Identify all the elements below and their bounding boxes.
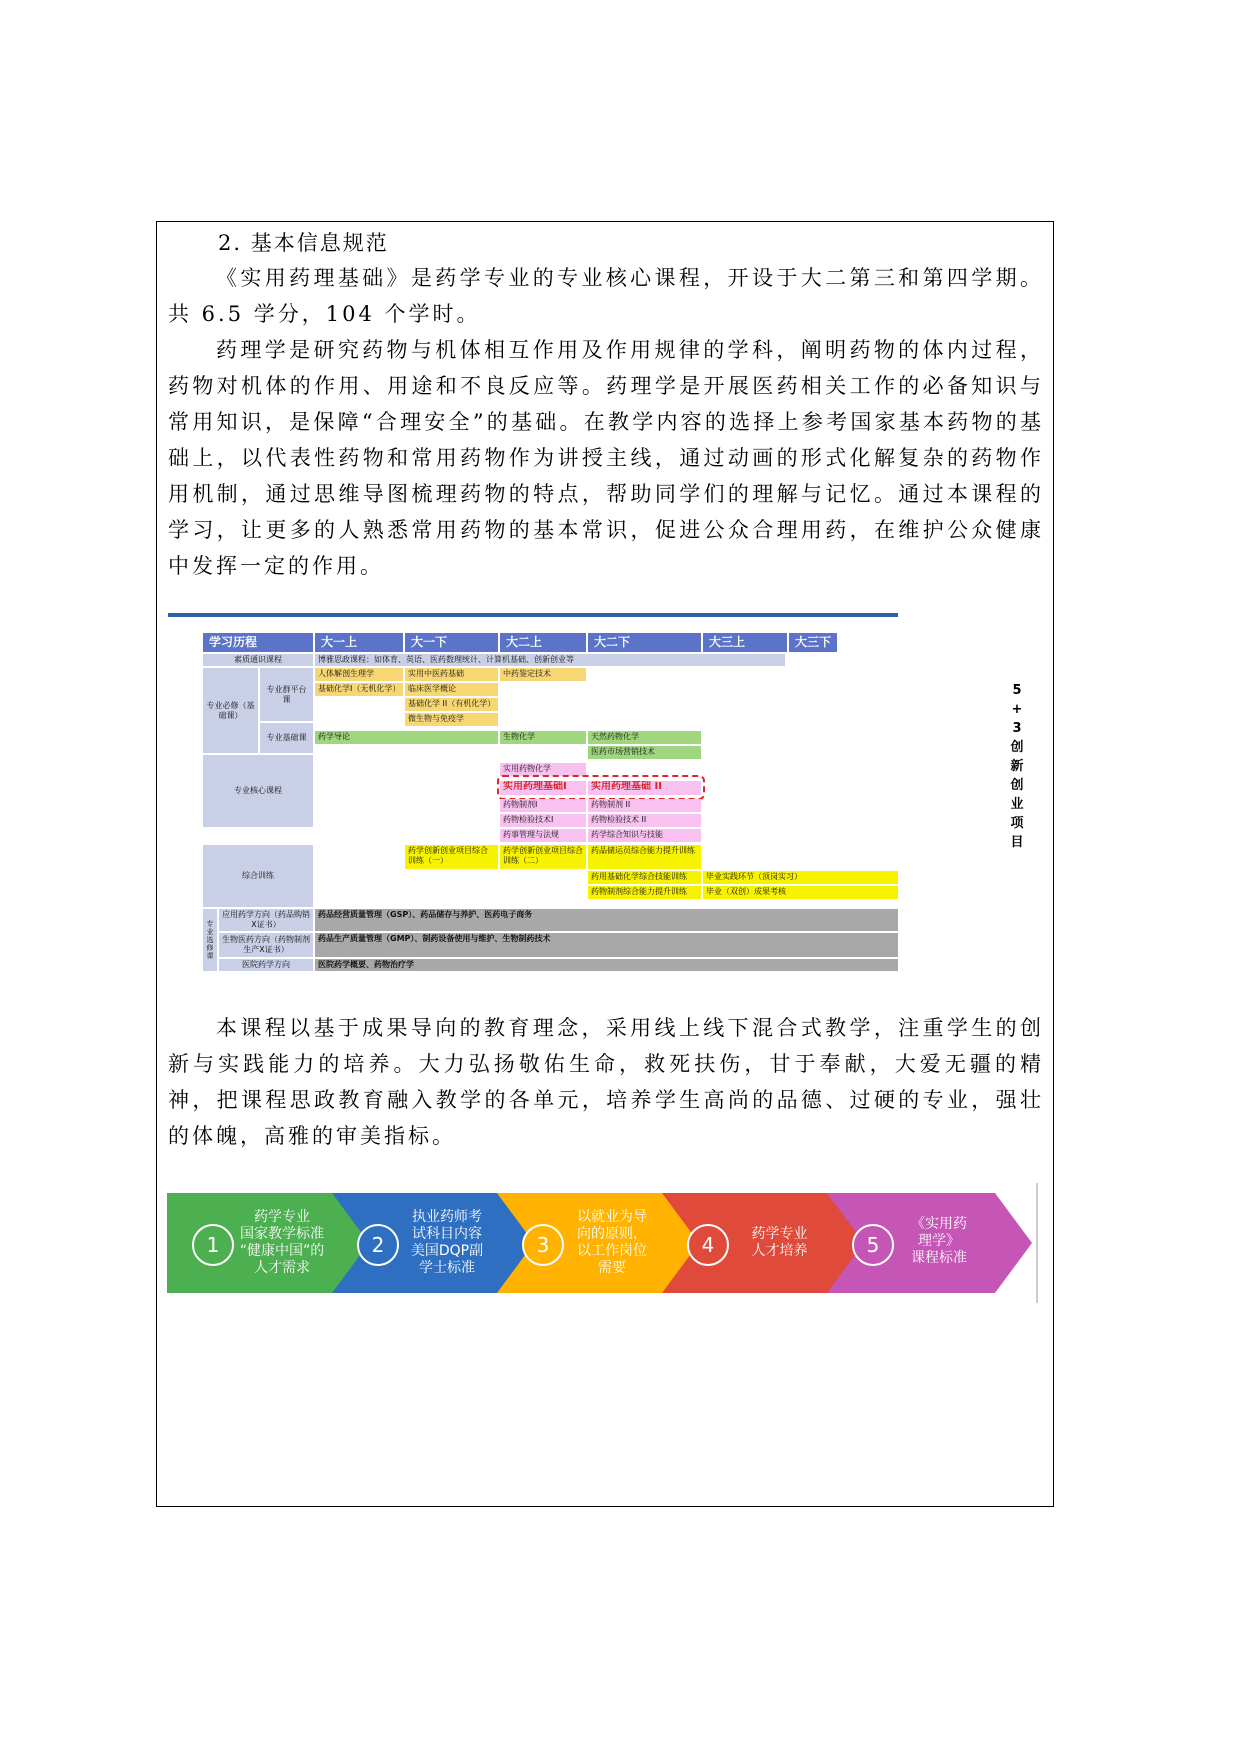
side-note xyxy=(1006,681,1028,852)
side-note-char: 创 xyxy=(1010,778,1024,793)
course-cell: 中药鉴定技术 xyxy=(500,668,586,681)
stage-number: 1 xyxy=(192,1224,234,1266)
course-cell: 药物检验技术I xyxy=(500,814,586,827)
elective-direction: 应用药学方向（药品购销X证书） xyxy=(219,909,313,931)
side-note-char: 项 xyxy=(1010,816,1024,831)
term-header: 大三上 xyxy=(703,633,787,652)
stage-number: 5 xyxy=(852,1224,894,1266)
course-cell: 药学创新创业项目综合训练（一） xyxy=(405,845,498,869)
intro-paragraph xyxy=(168,260,1044,332)
elective-direction: 生物医药方向（药物制剂生产X证书） xyxy=(219,933,313,957)
elective-courses: 药品经营质量管理（GSP）、药品储存与养护、医药电子商务 xyxy=(315,909,898,931)
term-header: 大二下 xyxy=(588,633,701,652)
general-label: 素质通识课程 xyxy=(203,654,313,666)
stage-text: 药学专业 人才培养 xyxy=(751,1226,808,1259)
intro-text: 《实用药理基础》是药学专业的专业核心课程，开设于大二第三和第四学期。共 6.5 学分，104 个学时。 xyxy=(168,266,1044,326)
side-note-char: 创 xyxy=(1010,740,1024,755)
stage-number: 3 xyxy=(522,1224,564,1266)
stage-text: 《实用药 理学》 课程标准 xyxy=(911,1216,967,1266)
course-cell: 微生物与免疫学 xyxy=(405,713,498,726)
term-header: 大一下 xyxy=(405,633,498,652)
highlight-dashed-box xyxy=(497,775,705,800)
stage-number: 2 xyxy=(357,1224,399,1266)
stage-text: 执业药师考 试科目内容 美国DQP副 学士标准 xyxy=(410,1209,484,1276)
course-cell: 药事管理与法规 xyxy=(500,829,586,842)
course-cell: 生物化学 xyxy=(500,731,586,744)
course-cell: 基础化学I（无机化学） xyxy=(315,683,403,696)
elective-label: 专业选修课 xyxy=(203,909,217,971)
side-note-char: 目 xyxy=(1010,835,1024,850)
philosophy-paragraph xyxy=(168,1010,1044,1154)
required-label: 专业必修（基础课） xyxy=(203,668,258,753)
course-cell: 药物制剂I xyxy=(500,799,586,812)
chart-top-rule xyxy=(168,613,898,617)
side-note-char: 3 xyxy=(1012,721,1022,736)
course-cell: 临床医学概论 xyxy=(405,683,498,696)
course-cell: 药物制剂 II xyxy=(588,799,701,812)
side-note-char: 新 xyxy=(1010,759,1024,774)
course-cell: 药学综合知识与技能 xyxy=(588,829,701,842)
foundation-label: 专业基础课 xyxy=(260,723,313,753)
term-header: 大三下 xyxy=(789,633,837,652)
training-label: 综合训练 xyxy=(203,845,313,907)
course-cell: 药物制剂综合能力提升训练 xyxy=(588,886,701,899)
section-heading: 2. 基本信息规范 xyxy=(218,231,389,255)
term-header: 大二上 xyxy=(500,633,586,652)
course-cell: 药学创新创业项目综合训练（二） xyxy=(500,845,586,869)
course-cell: 医药市场营销技术 xyxy=(588,746,701,759)
elective-courses: 药品生产质量管理（GMP）、制药设备使用与维护、生物制药技术 xyxy=(315,933,898,957)
side-note-char: + xyxy=(1011,702,1023,717)
course-cell: 基础化学 II（有机化学） xyxy=(405,698,498,711)
course-cell-highlight: 实用药理基础 II xyxy=(588,781,701,795)
curriculum-chart xyxy=(168,613,1024,975)
course-cell: 人体解剖生理学 xyxy=(315,668,403,681)
chart-corner: 学习历程 xyxy=(203,633,313,652)
course-cell-highlight: 实用药理基础I xyxy=(500,781,586,795)
side-note-char: 业 xyxy=(1010,797,1024,812)
side-note-char: 5 xyxy=(1012,683,1022,698)
course-cell: 药品储运员综合能力提升训练 xyxy=(588,845,701,869)
course-cell: 药用基础化学综合技能训练 xyxy=(588,871,701,884)
core-label: 专业核心课程 xyxy=(203,755,313,827)
course-cell: 药物检验技术 II xyxy=(588,814,701,827)
course-cell: 实用药物化学 xyxy=(500,763,586,776)
stage-text: 药学专业 国家教学标准 “健康中国”的 人才需求 xyxy=(239,1209,325,1276)
description-paragraph xyxy=(168,332,1044,584)
course-cell: 毕业实践环节（顶岗实习） xyxy=(703,871,898,884)
course-cell: 毕业（双创）成果考核 xyxy=(703,886,898,899)
stage-text: 以就业为导 向的原则， 以工作岗位 需要 xyxy=(577,1209,647,1276)
course-cell: 药学导论 xyxy=(315,731,498,744)
term-header: 大一上 xyxy=(315,633,403,652)
process-flow xyxy=(167,1183,1039,1303)
course-cell: 实用中医药基础 xyxy=(405,668,498,681)
description-text: 药理学是研究药物与机体相互作用及作用规律的学科，阐明药物的体内过程，药物对机体的作用、用途和不良反应等。药理学是开展医药相关工作的必备知识与常用知识，是保障“合理安全”的基础。在教学内容的选择上参考国家基本药物的基础上，以代表性药物和常用药物作为讲授主线，通过动画的形式化解复杂的药物作用机制，通过思维导图梳理药物的特点，帮助同学们的理解与记忆。通过本课程的学习，让更多的人熟悉常用药物的基本常识，促进公众合理用药，在维护公众健康中发挥一定的作用。 xyxy=(168,338,1044,578)
course-cell: 天然药物化学 xyxy=(588,731,701,744)
platform-label: 专业群平台课 xyxy=(260,668,313,721)
elective-direction: 医院药学方向 xyxy=(219,959,313,971)
philosophy-text: 本课程以基于成果导向的教育理念，采用线上线下混合式教学，注重学生的创新与实践能力的培养。大力弘扬敬佑生命，救死扶伤，甘于奉献，大爱无疆的精神，把课程思政教育融入教学的各单元，培养学生高尚的品德、过硬的专业，强壮的体魄，高雅的审美指标。 xyxy=(168,1016,1044,1148)
elective-courses: 医院药学概要、药物治疗学 xyxy=(315,959,898,971)
general-courses: 博雅思政课程：如体育、英语、医药数理统计、计算机基础、创新创业等 xyxy=(315,654,785,666)
stage-number: 4 xyxy=(687,1224,729,1266)
